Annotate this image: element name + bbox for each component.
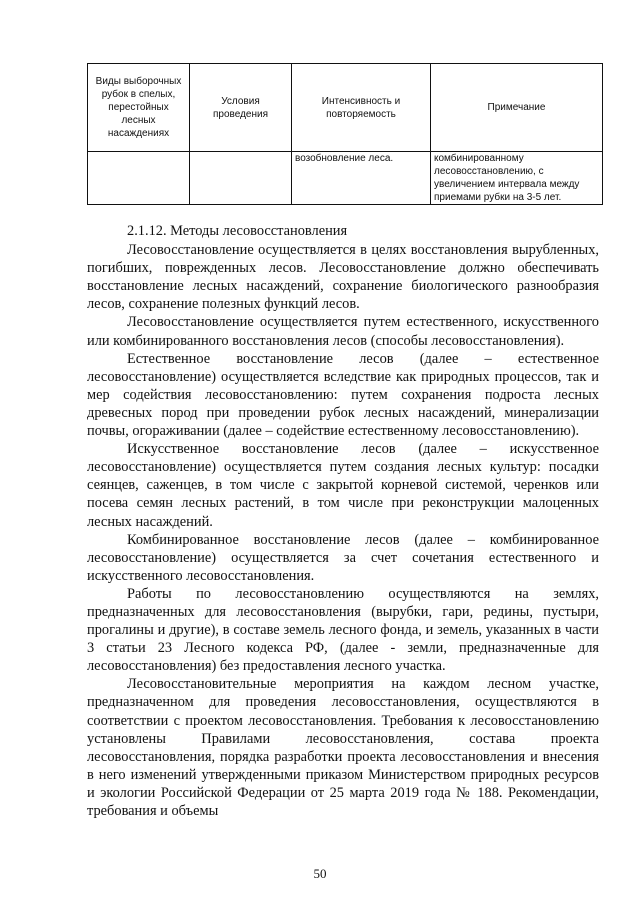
cell-note: комбинированному лесовосстановлению, с увеличением интервала между приемами рубки на 3-5 лет. (431, 152, 603, 205)
section-heading: 2.1.12. Методы лесовосстановления (127, 223, 348, 239)
header-conditions: Условия проведения (190, 64, 292, 152)
document-body (87, 222, 599, 820)
cell-conditions (190, 152, 292, 205)
cell-felling-types (88, 152, 190, 205)
header-note: Примечание (431, 64, 603, 152)
paragraph: Лесовосстановление осуществляется в целях восстановления вырубленных, погибших, поврежденных лесов. Лесовосстановление должно обеспечивать восстановление лесных насаждений, сохранение биологического разнообразия лесов, сохранение полезных функций лесов. (87, 242, 599, 313)
paragraph: Искусственное восстановление лесов (далее – искусственное лесовосстановление) осуществляется путем создания лесных культур: посадки сеянцев, саженцев, в том числе с закрытой корневой системой, черенков или посева семян лесных растений, в том числе при реконструкции малоценных лесных насаждений. (87, 441, 599, 530)
table-header-row (88, 64, 603, 152)
paragraph: Работы по лесовосстановлению осуществляются на землях, предназначенных для лесовосстановления (вырубки, гари, редины, пустыри, прогалины и другие), в составе земель лесного фонда, и земель, указанных в части 3 статьи 23 Лесного кодекса РФ, (далее - земли, предназначенные для лесовосстановления) без предоставления лесного участка. (87, 585, 599, 675)
paragraph: Комбинированное восстановление лесов (далее – комбинированное лесовосстановление) осуществляется за счет сочетания естественного и искусственного лесовосстановления. (87, 531, 599, 584)
header-felling-types: Виды выборочных рубок в спелых, перестойных лесных насаждениях (88, 64, 190, 152)
table-row (88, 152, 603, 205)
paragraph: Естественное восстановление лесов (далее – естественное лесовосстановление) осуществляется вследствие как природных процессов, так и мер содействия лесовосстановлению: путем сохранения подроста лесных древесных пород при проведении рубок лесных насаждений, минерализации почвы, огораживании (далее – содействие естественному лесовосстановлению). (87, 350, 599, 440)
selective-felling-table (87, 63, 603, 205)
page-number: 50 (313, 866, 327, 881)
paragraph: Лесовосстановление осуществляется путем естественного, искусственного или комбинированного восстановления лесов (способы лесовосстановления). (87, 314, 599, 349)
paragraph: Лесовосстановительные мероприятия на каждом лесном участке, предназначенном для проведения лесовосстановления, осуществляются в соответствии с проектом лесовосстановления. Требования к лесовосстановлению установлены Правилами лесовосстановления, состава проекта лесовосстановления, порядка разработки проекта лесовосстановления и внесения в него изменений утвержденными приказом Министерством природных ресурсов и экологии Российской Федерации от 25 марта 2019 года № 188. Рекомендации, требования и объемы (87, 676, 599, 819)
header-intensity: Интенсивность и повторяемость (292, 64, 431, 152)
cell-intensity: возобновление леса. (292, 152, 431, 205)
